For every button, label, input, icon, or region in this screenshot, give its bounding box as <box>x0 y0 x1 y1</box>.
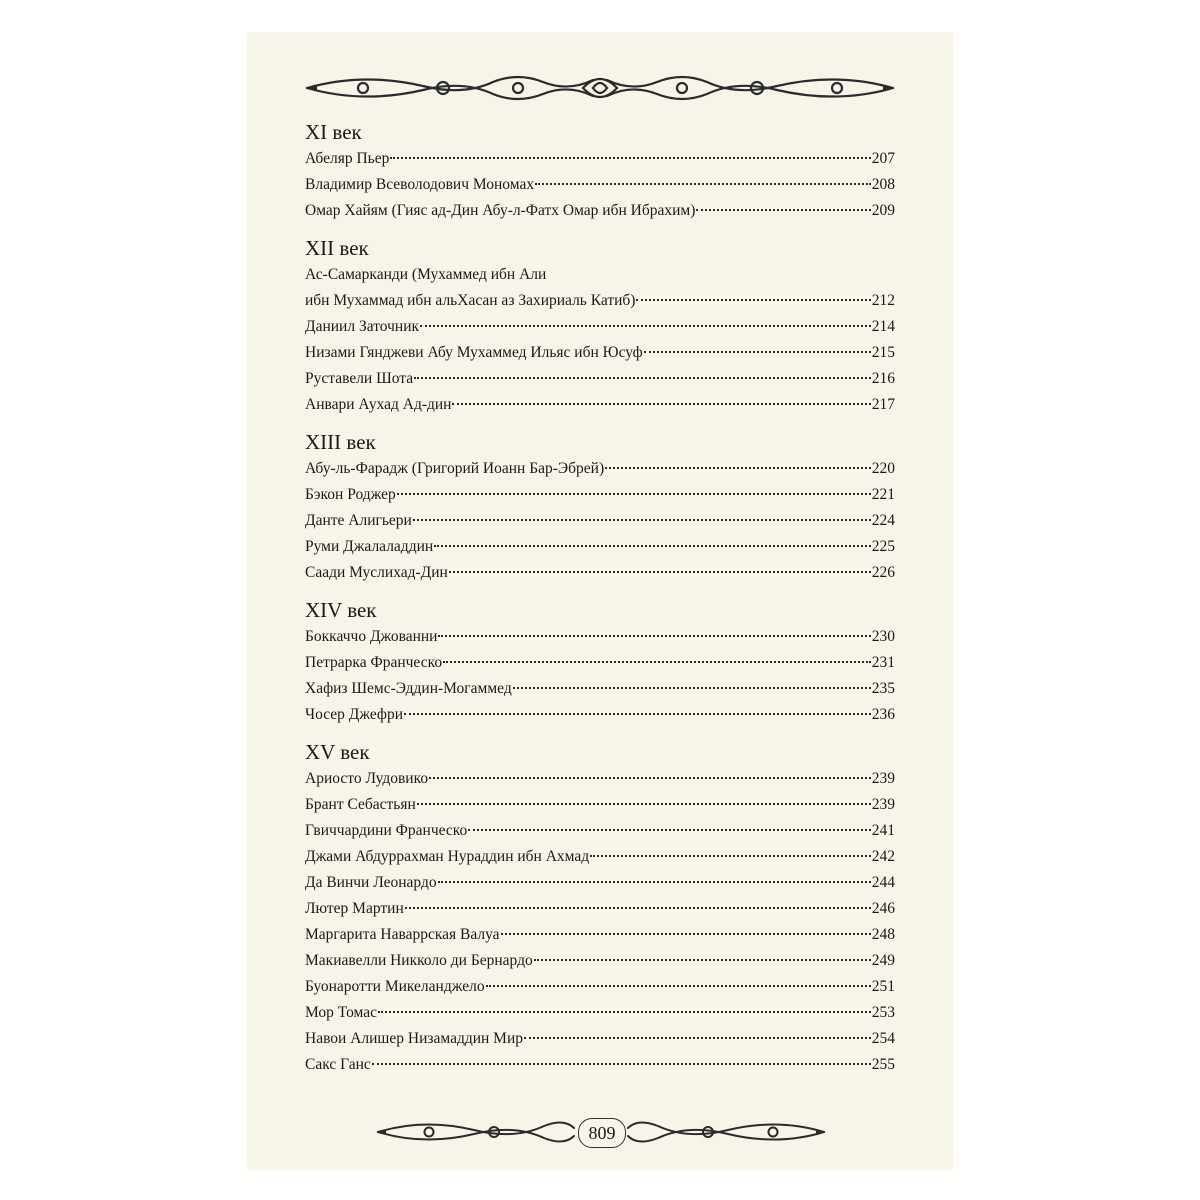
entry-name: Абу-ль-Фарадж (Григорий Иоанн Бар-Эбрей) <box>305 460 605 477</box>
entry-name: Омар Хайям (Гияс ад-Дин Абу-л-Фатх Омар ибн Ибрахим) <box>305 202 696 219</box>
entry-page-number: 226 <box>871 564 895 581</box>
toc-entry <box>305 392 895 418</box>
dot-leader <box>535 183 871 185</box>
entry-name: Руставели Шота <box>305 370 414 387</box>
toc-entry <box>305 766 895 792</box>
dot-leader <box>417 803 871 805</box>
entry-page-number: 212 <box>871 292 895 309</box>
entry-page-number: 225 <box>871 538 895 555</box>
section-title: XV век <box>305 740 370 764</box>
entry-page-number: 207 <box>871 150 895 167</box>
entry-page-number: 224 <box>871 512 895 529</box>
toc-section <box>305 118 895 224</box>
entry-name: Бэкон Роджер <box>305 486 396 503</box>
entry-name: Владимир Всеволодович Мономах <box>305 176 535 193</box>
toc-entry <box>305 508 895 534</box>
entry-page-number: 253 <box>871 1004 895 1021</box>
entry-page-number: 214 <box>871 318 895 335</box>
toc-entry <box>305 1000 895 1026</box>
dot-leader <box>438 881 871 883</box>
section-title: XII век <box>305 236 369 260</box>
entry-page-number: 235 <box>871 680 895 697</box>
toc-entry <box>305 922 895 948</box>
toc-entry <box>305 974 895 1000</box>
toc-section <box>305 428 895 586</box>
entry-name: Боккаччо Джованни <box>305 628 438 645</box>
toc-entry <box>305 792 895 818</box>
entry-name: Петрарка Франческо <box>305 654 443 671</box>
toc-entry <box>305 340 895 366</box>
dot-leader <box>405 907 871 909</box>
toc-section <box>305 596 895 728</box>
entry-name: Ариосто Лудовико <box>305 770 429 787</box>
dot-leader <box>644 351 871 353</box>
entry-name: Макиавелли Никколо ди Бернардо <box>305 952 533 969</box>
dot-leader <box>429 777 871 779</box>
entry-page-number: 249 <box>871 952 895 969</box>
dot-leader <box>452 403 870 405</box>
entry-name: Маргарита Наваррская Валуа <box>305 926 500 943</box>
entry-page-number: 254 <box>871 1030 895 1047</box>
toc-entry <box>305 1026 895 1052</box>
toc-entry <box>305 262 895 288</box>
toc-entry <box>305 650 895 676</box>
dot-leader <box>486 985 871 987</box>
entry-page-number: 217 <box>871 396 895 413</box>
entry-page-number: 230 <box>871 628 895 645</box>
top-ornament <box>303 68 897 108</box>
entry-name: Низами Гянджеви Абу Мухаммед Ильяс ибн Юсуф <box>305 344 643 361</box>
dot-leader <box>397 493 871 495</box>
dot-leader <box>501 933 871 935</box>
toc-entry <box>305 896 895 922</box>
entry-name: Саади Муслихад-Дин <box>305 564 448 581</box>
page-number: 809 <box>578 1118 626 1148</box>
toc-entry <box>305 624 895 650</box>
entry-name: Руми Джалаладдин <box>305 538 434 555</box>
section-title: XIII век <box>305 430 376 454</box>
entry-name: Брант Себастьян <box>305 796 416 813</box>
dot-leader <box>413 519 871 521</box>
toc-entry <box>305 844 895 870</box>
dot-leader <box>414 377 871 379</box>
dot-leader <box>513 687 871 689</box>
entry-page-number: 241 <box>871 822 895 839</box>
entry-name: Чосер Джефри <box>305 706 404 723</box>
entry-name: Абеляр Пьер <box>305 150 390 167</box>
toc-entry <box>305 560 895 586</box>
dot-leader <box>696 209 870 211</box>
entry-page-number: 242 <box>871 848 895 865</box>
toc-entry <box>305 818 895 844</box>
toc-section <box>305 738 895 1078</box>
dot-leader <box>605 467 871 469</box>
toc-entry <box>305 676 895 702</box>
entry-name: Джами Абдуррахман Нураддин ибн Ахмад <box>305 848 590 865</box>
toc-entry <box>305 1052 895 1078</box>
entry-name: Данте Алигьери <box>305 512 412 529</box>
toc-section <box>305 234 895 418</box>
toc-entry <box>305 198 895 224</box>
section-title: XIV век <box>305 598 377 622</box>
entry-page-number: 220 <box>871 460 895 477</box>
toc-entry <box>305 948 895 974</box>
toc-entry <box>305 366 895 392</box>
entry-name: Буонаротти Микеланджело <box>305 978 485 995</box>
dot-leader <box>636 299 870 301</box>
entry-page-number: 244 <box>871 874 895 891</box>
entry-name: Сакс Ганс <box>305 1056 371 1073</box>
entry-name: Хафиз Шемс-Эддин-Могаммед <box>305 680 512 697</box>
toc-entry <box>305 482 895 508</box>
dot-leader <box>438 635 870 637</box>
entry-name: Анвари Аухад Ад-дин <box>305 396 452 413</box>
dot-leader <box>434 545 871 547</box>
dot-leader <box>372 1063 871 1065</box>
entry-name: Даниил Заточник <box>305 318 420 335</box>
entry-name: Мор Томас <box>305 1004 377 1021</box>
entry-name: Да Винчи Леонардо <box>305 874 437 891</box>
dot-leader <box>404 713 871 715</box>
entry-page-number: 221 <box>871 486 895 503</box>
dot-leader <box>449 571 871 573</box>
toc-entry <box>305 702 895 728</box>
entry-page-number: 215 <box>871 344 895 361</box>
entry-page-number: 255 <box>871 1056 895 1073</box>
entry-name: ибн Мухаммад ибн альХасан аз Захириаль Катиб) <box>305 292 636 309</box>
dot-leader <box>524 1037 871 1039</box>
toc-entry <box>305 456 895 482</box>
toc-entry <box>305 870 895 896</box>
dot-leader <box>443 661 871 663</box>
table-of-contents <box>305 118 895 1088</box>
toc-entry <box>305 146 895 172</box>
entry-name: Ас-Самарканди (Мухаммед ибн Али <box>305 266 547 283</box>
entry-page-number: 209 <box>871 202 895 219</box>
toc-entry <box>305 314 895 340</box>
toc-entry <box>305 534 895 560</box>
entry-page-number: 246 <box>871 900 895 917</box>
entry-name: Лютер Мартин <box>305 900 404 917</box>
entry-page-number: 239 <box>871 796 895 813</box>
dot-leader <box>390 157 870 159</box>
entry-name: Навои Алишер Низамаддин Мир <box>305 1030 524 1047</box>
entry-page-number: 236 <box>871 706 895 723</box>
dot-leader <box>534 959 871 961</box>
toc-entry <box>305 288 895 314</box>
entry-page-number: 248 <box>871 926 895 943</box>
entry-name: Гвиччардини Франческо <box>305 822 468 839</box>
entry-page-number: 216 <box>871 370 895 387</box>
dot-leader <box>468 829 870 831</box>
entry-page-number: 251 <box>871 978 895 995</box>
entry-page-number: 239 <box>871 770 895 787</box>
entry-page-number: 231 <box>871 654 895 671</box>
entry-page-number: 208 <box>871 176 895 193</box>
toc-entry <box>305 172 895 198</box>
dot-leader <box>590 855 871 857</box>
dot-leader <box>420 325 871 327</box>
section-title: XI век <box>305 120 362 144</box>
dot-leader <box>378 1011 871 1013</box>
